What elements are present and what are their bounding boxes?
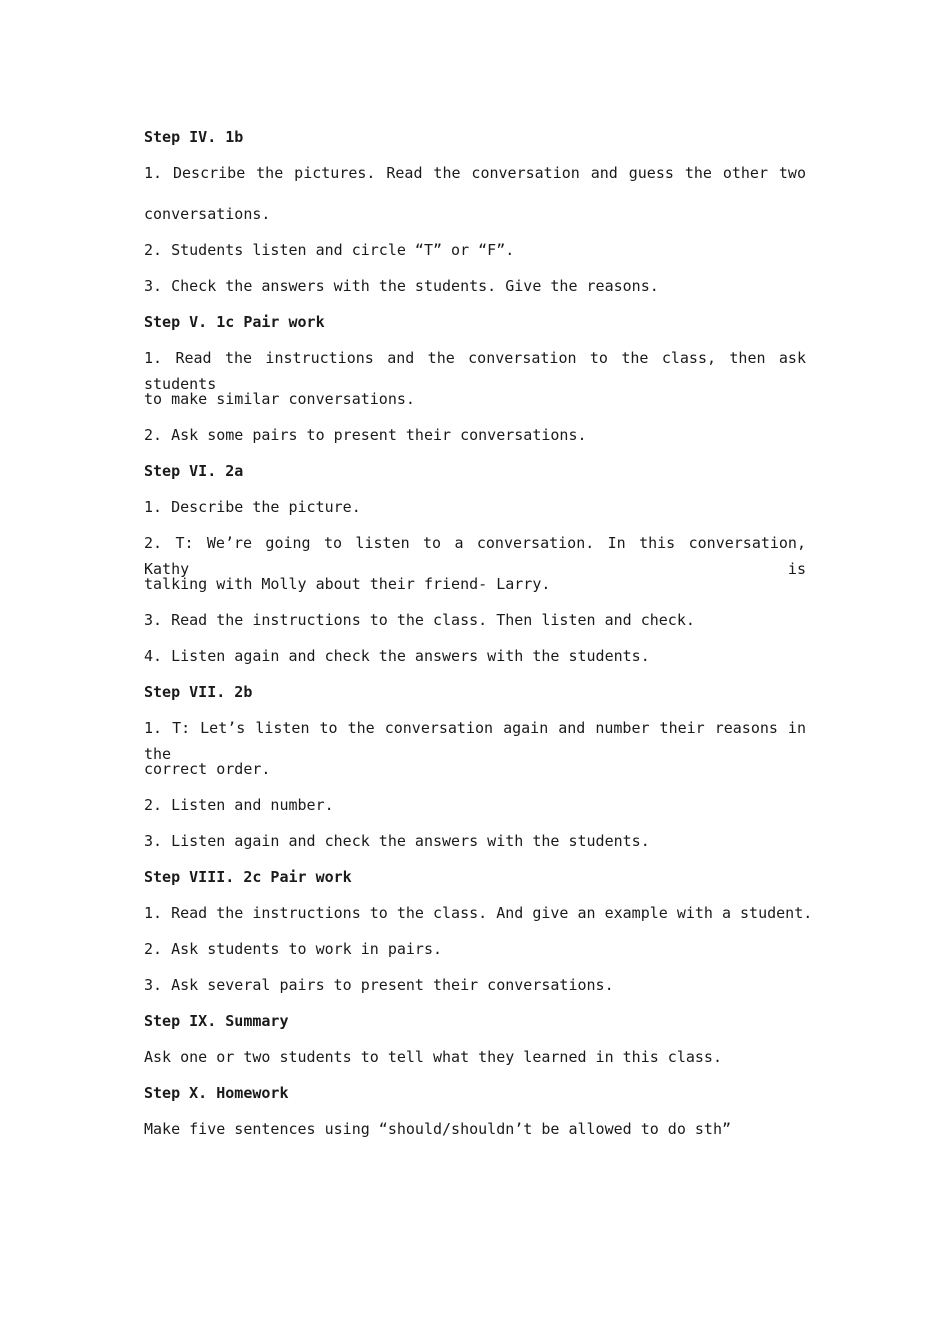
paragraph-line: 2. Ask students to work in pairs. xyxy=(144,940,443,958)
paragraph-line: Ask one or two students to tell what they learned in this class. xyxy=(144,1048,722,1066)
paragraph-line: Make five sentences using “should/shouldn’t be allowed to do sth” xyxy=(144,1120,731,1138)
paragraph-line: 3. Ask several pairs to present their conversations. xyxy=(144,976,614,994)
section-heading: Step IV. 1b xyxy=(144,128,244,146)
section-heading: Step X. Homework xyxy=(144,1084,289,1102)
section-heading: Step VIII. 2c Pair work xyxy=(144,868,352,886)
paragraph-line: 2. T: We’re going to listen to a conversation. In this conversation, Kathy is xyxy=(144,534,806,578)
paragraph-line: conversations. xyxy=(144,205,271,223)
section-heading: Step VI. 2a xyxy=(144,462,244,480)
paragraph-line: 2. Ask some pairs to present their conversations. xyxy=(144,426,587,444)
paragraph-line: talking with Molly about their friend- Larry. xyxy=(144,575,551,593)
paragraph-line: 4. Listen again and check the answers with the students. xyxy=(144,647,650,665)
paragraph-line: 1. T: Let’s listen to the conversation again and number their reasons in the xyxy=(144,719,806,763)
paragraph-line: 1. Read the instructions and the conversation to the class, then ask students xyxy=(144,349,806,393)
paragraph-line: 1. Read the instructions to the class. And give an example with a student. xyxy=(144,904,813,922)
paragraph-line: to make similar conversations. xyxy=(144,390,415,408)
paragraph-line: 1. Describe the picture. xyxy=(144,498,361,516)
paragraph-line: 3. Listen again and check the answers with the students. xyxy=(144,832,650,850)
paragraph-line: 3. Read the instructions to the class. Then listen and check. xyxy=(144,611,695,629)
section-heading: Step IX. Summary xyxy=(144,1012,289,1030)
section-heading: Step VII. 2b xyxy=(144,683,253,701)
section-heading: Step V. 1c Pair work xyxy=(144,313,325,331)
paragraph-line: 2. Students listen and circle “T” or “F”. xyxy=(144,241,515,259)
paragraph-line: correct order. xyxy=(144,760,271,778)
document-page xyxy=(144,124,813,1152)
paragraph-line: 2. Listen and number. xyxy=(144,796,334,814)
paragraph-line: 1. Describe the pictures. Read the conversation and guess the other two xyxy=(144,164,806,182)
paragraph-line: 3. Check the answers with the students. Give the reasons. xyxy=(144,277,659,295)
